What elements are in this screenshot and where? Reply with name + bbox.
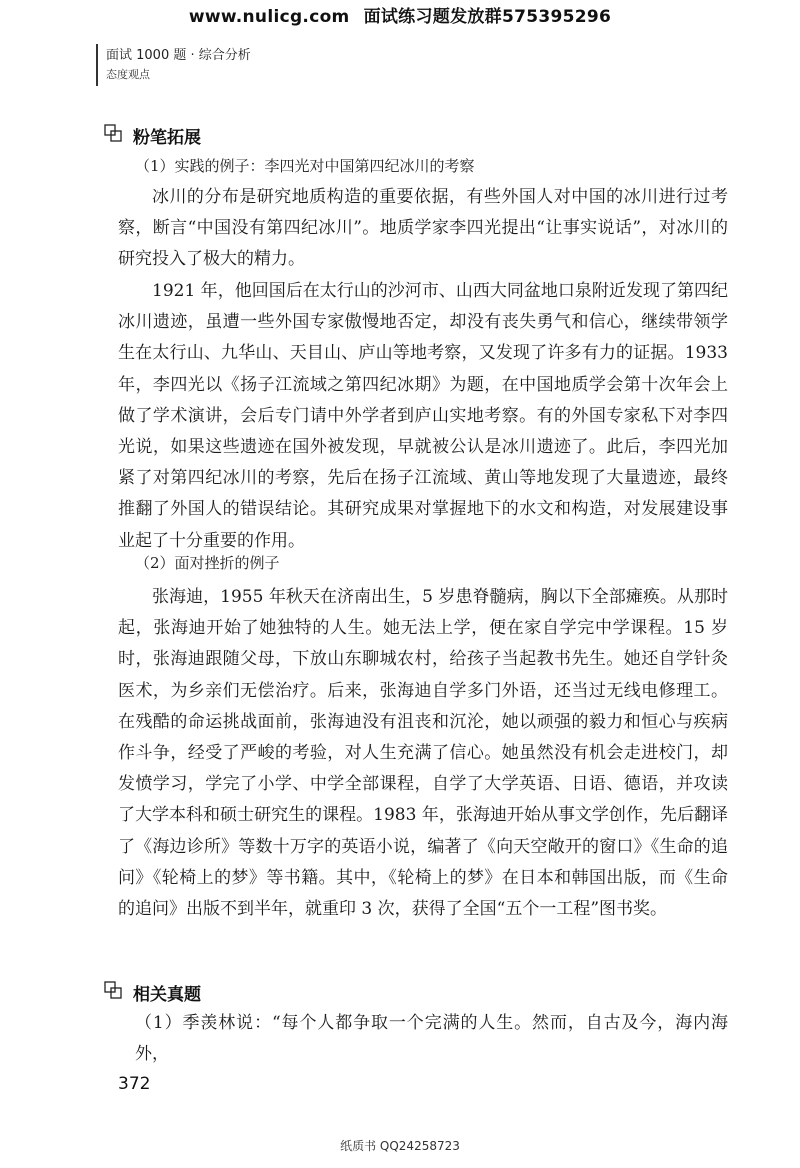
book-title: 面试 1000 题 · 综合分析 (106, 48, 251, 63)
banner-group: 面试练习题发放群575395296 (363, 7, 612, 27)
footer-note: 纸质书 QQ24258723 (340, 1139, 460, 1153)
extension-icon (104, 124, 122, 142)
top-banner (0, 2, 800, 27)
page-number: 372 (118, 1074, 151, 1094)
example1-paragraph-2: 1921 年，他回国后在太行山的沙河市、山西大同盆地口泉附近发现了第四纪冰川遗迹，虽遭一些外国专家傲慢地否定，却没有丧失勇气和信心，继续带领学生在太行山、九华山、天目山、庐山等地考察，又发现了许多有力的证据。1933 年，李四光以《扬子江流域之第四纪冰期》为题，在中国地质学会第十次年会上做了学术演讲，会后专门请中外学者到庐山实地考察。有的外国专家私下对李四光说，如果这些遗迹在国外被发现，早就被公认是冰川遗迹了。此后，李四光加紧了对第四纪冰川的考察，先后在扬子江流域、黄山等地发现了大量遗迹，最终推翻了外国人的错误结论。其研究成果对掌握地下的水文和构造，对发展建设事业起了十分重要的作用。 (118, 281, 728, 551)
related-title: 相关真题 (133, 985, 201, 1005)
related-icon (104, 981, 122, 999)
example2-heading: （2）面对挫折的例子 (135, 554, 280, 572)
example2-paragraph-1: 张海迪，1955 年秋天在济南出生，5 岁患脊髓病，胸以下全部瘫痪。从那时起，张海迪开始了她独特的人生。她无法上学，便在家自学完中学课程。15 岁时，张海迪跟随父母，下放山东聊城农村，给孩子当起教书先生。她还自学针灸医术，为乡亲们无偿治疗。后来，张海迪自学多门外语，还当过无线电修理工。在残酷的命运挑战面前，张海迪没有沮丧和沉沦，她以顽强的毅力和恒心与疾病作斗争，经受了严峻的考验，对人生充满了信心。她虽然没有机会走进校门，却发愤学习，学完了小学、中学全部课程，自学了大学英语、日语、德语，并攻读了大学本科和硕士研究生的课程。1983 年，张海迪开始从事文学创作，先后翻译了《海边诊所》等数十万字的英语小说，编著了《向天空敞开的窗口》《生命的追问》《轮椅上的梦》等书籍。其中，《轮椅上的梦》在日本和韩国出版，而《生命的追问》出版不到半年，就重印 3 次，获得了全国“五个一工程”图书奖。 (118, 587, 728, 920)
related-question-1: （1）季羡林说：“每个人都争取一个完满的人生。然而，自古及今，海内海外， (135, 1013, 728, 1065)
example1-paragraph-1: 冰川的分布是研究地质构造的重要依据，有些外国人对中国的冰川进行过考察，断言“中国没有第四纪冰川”。地质学家李四光提出“让事实说话”，对冰川的研究投入了极大的精力。 (118, 187, 728, 270)
extension-title: 粉笔拓展 (133, 128, 201, 148)
example1-heading: （1）实践的例子：李四光对中国第四纪冰川的考察 (135, 157, 475, 175)
section-name: 态度观点 (106, 68, 150, 81)
header-divider (96, 44, 98, 86)
banner-url[interactable]: www.nulicg.com (188, 7, 350, 27)
